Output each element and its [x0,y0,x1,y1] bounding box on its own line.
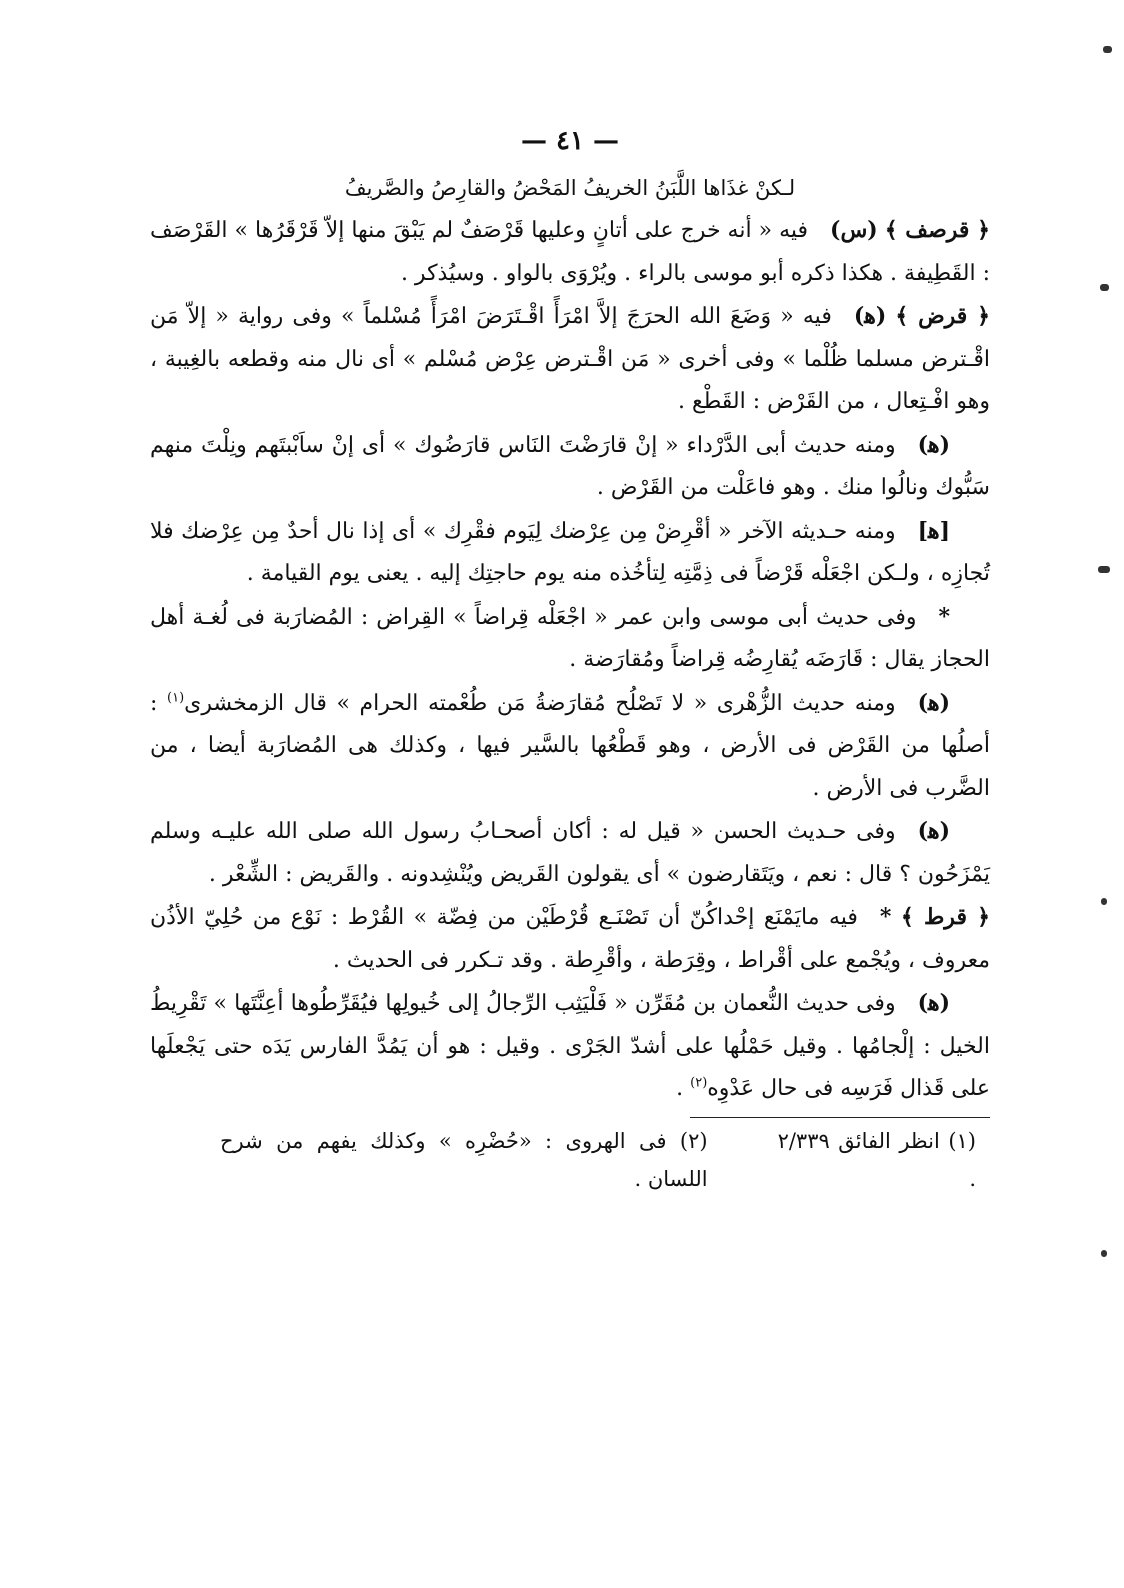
entry-source-symbol: * [938,603,950,630]
dictionary-entry [150,295,990,424]
margin-mark [1101,1250,1107,1257]
dictionary-entry [150,209,990,295]
entry-source-symbol: (ﻫ) [917,431,950,458]
entry-text: فيه « وَضَعَ الله الحرَجَ إلاَّ امْرَأً اقْـتَرَضَ امْرَأً مُسْلماً » وفى رواية « إلاّ مَن اقْـترض مسلما ظُلْما » وفى أخرى « مَن اقْـترض عِرْض مُسْلم » أى نال منه وقطعه بالغِيبة ، وهو افْـتِعال ، من القَرْض : القَطْع . [150,304,990,414]
entry-text: وفى حديث النُّعمان بن مُقَرِّن « فَلْيَثِب الرِّجالُ إلى خُيولِها فيُقَرِّطُوها أعِنَّتَها » تَقْرِيطُ الخيل : إلْجامُها . وقيل حَمْلُها على أشدّ الجَرْى . وقيل : هو أن يَمُدَّ الفارس يَدَه حتى يَجْعلَها على قَذال فَرَسِه فى حال عَدْوِه [150,991,990,1101]
entry-source-symbol: (ﻫ) [853,303,887,329]
entry-headword: ﴿ قرط ﴾ [900,904,990,930]
margin-mark [1103,46,1112,53]
entry-source-symbol: (ﻫ) [917,990,950,1016]
entry-headword: ﴿ قرض ﴾ [895,303,990,329]
footnote-2: (٢) فى الهروى : «حُضْرِه » وكذلك يفهم من شرح اللسان . [220,1128,708,1191]
entry-text: ومنه حديث الزُّهْرى « لا تَصْلُح مُقارَضةُ مَن طُعْمته الحرام » قال الزمخشرى [184,690,896,716]
margin-mark [1098,566,1110,573]
dictionary-entry [150,510,990,596]
footnote-ref: (٢) [690,1075,708,1091]
dictionary-entry [150,682,990,811]
entries-list [150,209,990,1111]
dictionary-entry [150,982,990,1111]
entry-text: وفى حـديث الحسن « قيل له : أكان أصحـابُ رسول الله صلى الله عليـه وسلم يَمْزَحُون ؟ قال : نعم ، ويَتَقارضون » أى يقولون القَريض ويُنْشِدونه . والقَريض : الشِّعْر . [150,819,990,887]
dictionary-entry [150,896,990,982]
footnote-1: (١) انظر الفائق ٢/٣٣٩ . [777,1128,976,1191]
margin-mark [1100,284,1109,291]
entry-source-symbol: (ﻫ) [917,689,950,716]
page-number: — ٤١ — [520,126,620,156]
entry-text: فيه مايَمْنَع إحْداكُنّ أن تَصْنَـع قُرْطَيْن من فِضّة » القُرْط : نَوْع من حُلِيّ الأذُن معروف ، ويُجْمع على أقْراط ، وقِرَطة ، وأقْرِطة . وقد تـكرر فى الحديث . [150,905,990,973]
dictionary-entry [150,424,990,510]
footnotes [150,1122,990,1198]
entry-text: فيه « أنه خرج على أتانٍ وعليها قَرْصَفٌ لم يَبْقَ منها إلاّ قَرْقَرُها » القَرْصَف : القَطِيفة . هكذا ذكره أبو موسى بالراء . ويُرْوَى بالواو . وسيُذكر . [150,218,990,286]
entry-source-symbol: * [879,904,892,930]
dictionary-entry [150,810,990,896]
footnote-ref: (١) [167,690,185,706]
entry-text-continued: : أصلُها من القَرْض فى الأرض ، وهو قَطْعُها بالسَّير فيها ، وكذلك هى المُضارَبة أيضا ، من الضَّرب فى الأرض . [150,690,990,801]
entry-text: ومنه حديث أبى الدَّرْداء « إنْ قارَضْتَ النَاس قارَضُوك » أى إنْ ساَبْبتَهم ونِلْتَ منهم سَبُّوك ونالُوا منك . وهو فاعَلْت من القَرْض . [150,432,990,500]
entry-text: ومنه حـديثه الآخر « أقْرِضْ مِن عِرْضك لِيَوم فقْرِك » أى إذا نال أحدٌ مِن عِرْضك فلا تُجازِه ، ولـكن اجْعَلْه قَرْضاً فى ذِمَّتِه لِتأخُذه منه يوم حاجتِك إليه . يعنى يوم القيامة . [150,518,990,586]
entry-source-symbol: (ﻫ) [917,818,950,844]
dictionary-entry [150,596,990,682]
poetry-verse: لـكنْ غذَاها اللَّبَنُ الخريفُ المَحْضُ والقارِصُ والصَّريفُ [344,175,796,200]
page-body [150,120,990,1198]
entry-source-symbol: (س) [830,217,878,243]
entry-headword: ﴿ قرصف ﴾ [884,217,990,243]
entry-source-symbol: [ﻫ] [917,517,950,544]
footnote-divider [690,1117,990,1118]
entry-text-continued: . [676,1076,684,1101]
entry-text: وفى حديث أبى موسى وابن عمر « اجْعَلْه قِراضاً » القِراض : المُضارَبة فى لُغـة أهل الحجاز يقال : قَارَضَه يُقارِضُه قِراضاً ومُقارَضة . [150,604,990,672]
margin-mark [1101,898,1107,905]
